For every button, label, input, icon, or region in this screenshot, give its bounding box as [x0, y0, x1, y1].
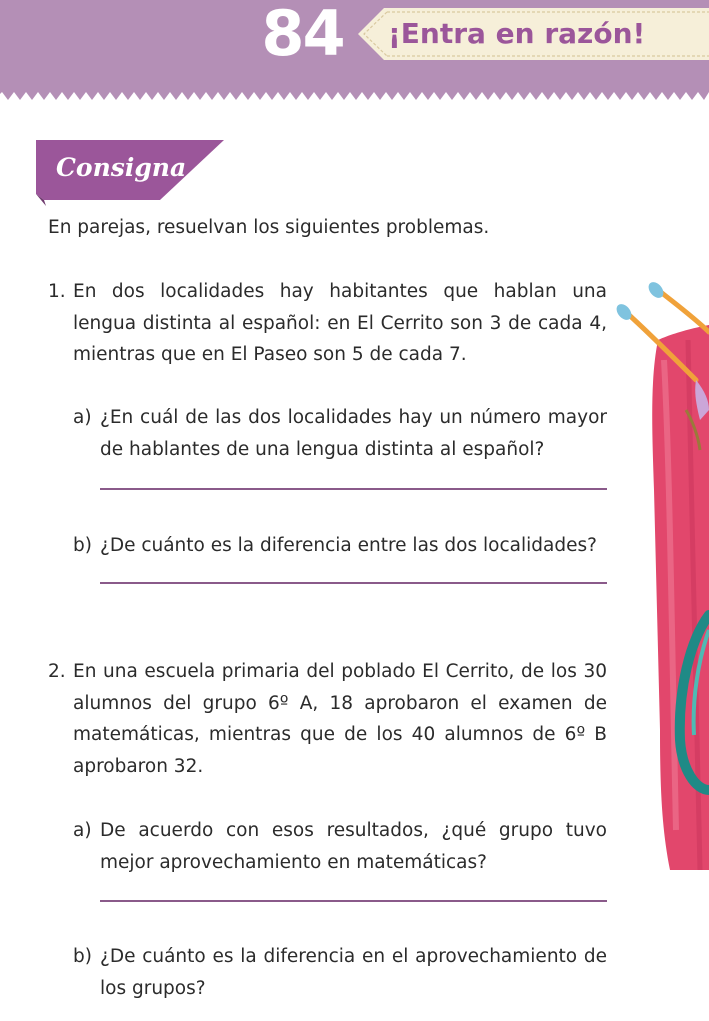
problem-2a-label: a)	[73, 820, 92, 841]
problem-1-number: 1.	[48, 281, 66, 302]
answer-line-1b[interactable]	[100, 582, 607, 584]
answer-line-1a[interactable]	[100, 488, 607, 490]
problem-1a-question: ¿En cuál de las dos localidades hay un número mayor de hablantes de una lengua distinta al español?	[100, 407, 607, 460]
character-illustration	[600, 270, 709, 870]
consigna-label: Consigna	[56, 153, 187, 182]
problem-2b-question: ¿De cuánto es la diferencia en el aprovechamiento de los grupos?	[100, 946, 607, 999]
problem-1b-question: ¿De cuánto es la diferencia entre las dos localidades?	[100, 535, 597, 556]
lesson-number: 84	[261, 0, 344, 70]
problem-1a-label: a)	[73, 407, 92, 428]
header-zigzag-edge	[0, 90, 709, 104]
problem-1b-label: b)	[73, 535, 92, 556]
lesson-title: ¡Entra en razón!	[388, 17, 646, 50]
problem-2a-question: De acuerdo con esos resultados, ¿qué grupo tuvo mejor aprovechamiento en matemáticas?	[100, 820, 607, 873]
problem-1-statement: En dos localidades hay habitantes que hablan una lengua distinta al español: en El Cerrito son 3 de cada 4, mientras que en El Paseo son 5 de cada 7.	[73, 281, 607, 365]
problem-2-statement: En una escuela primaria del poblado El Cerrito, de los 30 alumnos del grupo 6º A, 18 aprobaron el examen de matemáticas, mientras que de los 40 alumnos de 6º B aprobaron 32.	[73, 661, 607, 777]
problem-2b-label: b)	[73, 946, 92, 967]
instruction-text: En parejas, resuelvan los siguientes problemas.	[48, 217, 490, 238]
problem-2-number: 2.	[48, 661, 66, 682]
answer-line-2a[interactable]	[100, 900, 607, 902]
